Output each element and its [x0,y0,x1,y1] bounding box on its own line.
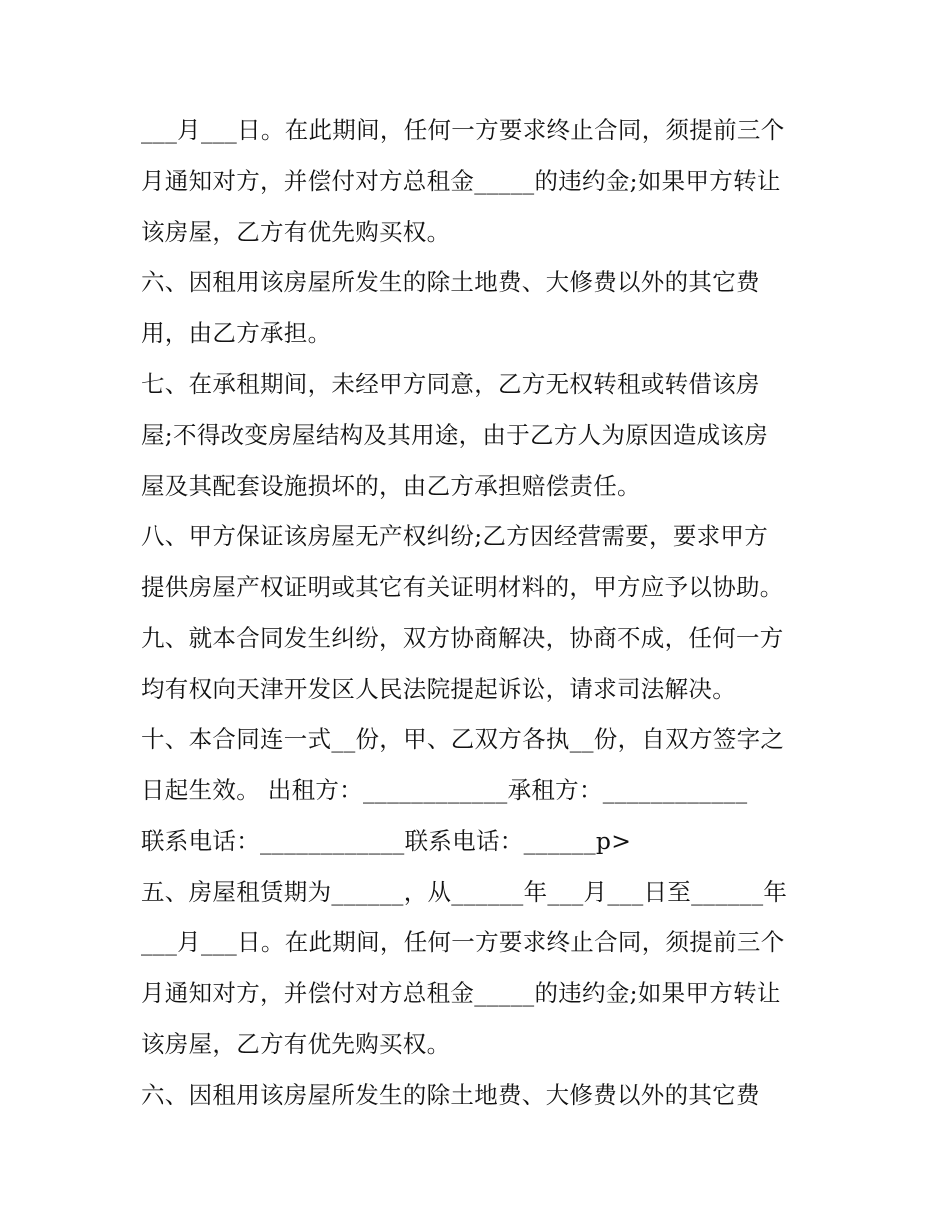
text-line: 提供房屋产权证明或其它有关证明材料的，甲方应予以协助。 [141,573,784,601]
text-line: 六、因租用该房屋所发生的除土地费、大修费以外的其它费 [141,1081,760,1109]
text-line: 用，由乙方承担。 [141,319,332,347]
text-line: 日起生效。 出租方：____________承租方：____________ [141,776,748,804]
text-line: ___月___日。在此期间，任何一方要求终止合同，须提前三个 [141,116,785,144]
text-line: 屋及其配套设施损坏的，由乙方承担赔偿责任。 [141,472,641,500]
text-line: 月通知对方，并偿付对方总租金_____的违约金;如果甲方转让 [141,167,781,195]
text-line: 十、本合同连一式__份，甲、乙双方各执__份，自双方签字之 [141,725,785,753]
text-line: ___月___日。在此期间，任何一方要求终止合同，须提前三个 [141,928,785,956]
text-line: 均有权向天津开发区人民法院提起诉讼，请求司法解决。 [141,675,736,703]
text-line: 该房屋，乙方有优先购买权。 [141,218,451,246]
text-line: 联系电话：____________联系电话：______p> [141,827,632,855]
text-line: 月通知对方，并偿付对方总租金_____的违约金;如果甲方转让 [141,979,781,1007]
text-line: 五、房屋租赁期为______，从______年___月___日至______年 [141,878,788,906]
text-line: 屋;不得改变房屋结构及其用途，由于乙方人为原因造成该房 [141,421,769,449]
text-line: 九、就本合同发生纠纷，双方协商解决，协商不成，任何一方 [141,624,784,652]
text-line: 该房屋，乙方有优先购买权。 [141,1030,451,1058]
text-line: 六、因租用该房屋所发生的除土地费、大修费以外的其它费 [141,268,760,296]
text-line: 七、在承租期间，未经甲方同意，乙方无权转租或转借该房 [141,370,760,398]
text-line: 八、甲方保证该房屋无产权纠纷;乙方因经营需要，要求甲方 [141,522,769,550]
